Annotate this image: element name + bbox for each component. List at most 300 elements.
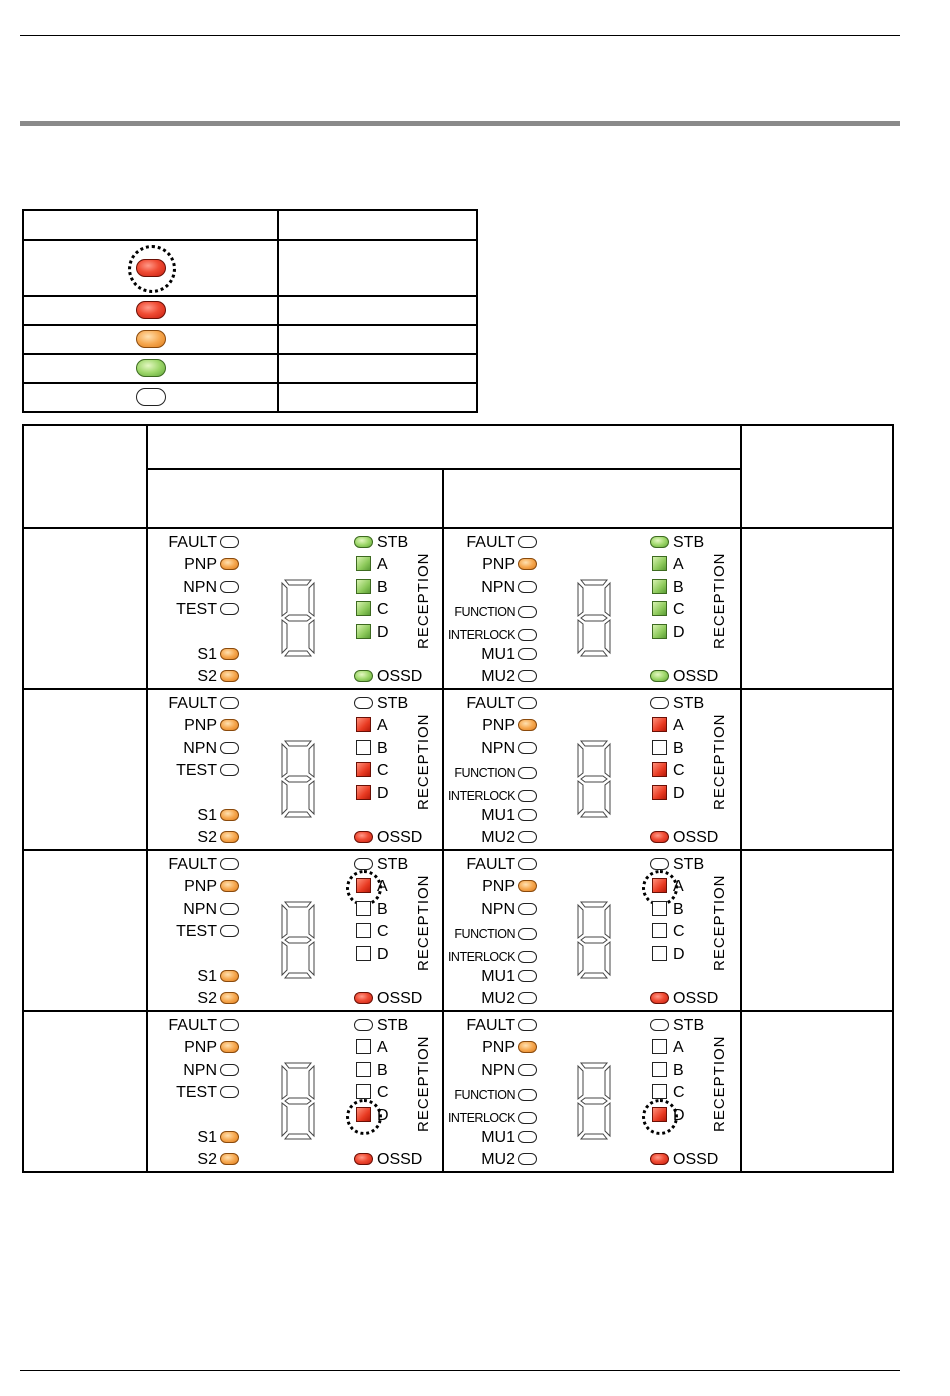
- receiver-panel-left: [148, 1012, 442, 1171]
- reception-d-label: D: [377, 624, 389, 641]
- reception-a: [356, 557, 388, 573]
- receiver-panel-left: [148, 851, 442, 1010]
- s2-led-icon: [220, 1153, 239, 1165]
- footer-rule: [20, 1370, 900, 1371]
- ossd-led-icon: [650, 1153, 669, 1165]
- seven-segment-display-icon: [279, 578, 317, 658]
- reception-b-square-icon: [356, 579, 371, 594]
- fault-led-icon: [220, 1019, 239, 1031]
- indicator-npn: [481, 1063, 537, 1079]
- ossd-label: OSSD: [377, 1151, 423, 1168]
- stb-label: STB: [377, 695, 409, 712]
- reception-label: RECEPTION: [415, 552, 432, 649]
- reception-c-square-icon: [356, 762, 371, 777]
- legend-row-blinking-red: [23, 240, 477, 296]
- indicator-s2: [197, 1152, 239, 1168]
- stb-led-icon: [650, 1019, 669, 1031]
- function-led-icon: [518, 767, 537, 779]
- ossd-label: OSSD: [673, 990, 719, 1007]
- fault-led-icon: [220, 858, 239, 870]
- indicator-mu1-label: MU1: [481, 1129, 515, 1146]
- reception-c: [356, 924, 389, 940]
- indicator-function-label: FUNCTION: [454, 766, 515, 780]
- reception-a-label: A: [673, 878, 684, 895]
- indicator-interlock: [448, 1110, 537, 1126]
- indicator-stb: [650, 696, 704, 712]
- interlock-led-icon: [518, 790, 537, 802]
- s1-led-icon: [220, 648, 239, 660]
- indicator-pnp-label: PNP: [482, 717, 515, 734]
- stb-led-icon: [354, 858, 373, 870]
- reception-d-label: D: [673, 785, 685, 802]
- indicator-test: [176, 763, 239, 779]
- indicator-ossd: [354, 1152, 422, 1168]
- npn-led-icon: [220, 581, 239, 593]
- status-table: [22, 424, 894, 1173]
- status-row: [23, 1011, 893, 1172]
- s2-led-icon: [220, 670, 239, 682]
- ossd-led-icon: [650, 992, 669, 1004]
- indicator-mu2: [481, 669, 537, 685]
- reception-a: [356, 1040, 388, 1056]
- indicator-function: [454, 765, 537, 781]
- reception-c-label: C: [673, 1084, 685, 1101]
- reception-c: [652, 763, 685, 779]
- indicator-mu1-label: MU1: [481, 646, 515, 663]
- receiver-panel-right: [444, 851, 740, 1010]
- reception-d-square-icon: [356, 785, 371, 800]
- reception-c-square-icon: [652, 601, 667, 616]
- ossd-label: OSSD: [673, 1151, 719, 1168]
- reception-a: [356, 718, 388, 734]
- reception-c-square-icon: [356, 1084, 371, 1099]
- fault-led-icon: [518, 858, 537, 870]
- legend-row-off: [23, 383, 477, 412]
- indicator-pnp-label: PNP: [482, 556, 515, 573]
- reception-label: RECEPTION: [711, 874, 728, 971]
- indicator-fault: [168, 535, 239, 551]
- reception-d: [652, 947, 685, 963]
- indicator-pnp: [184, 1040, 239, 1056]
- indicator-function-label: FUNCTION: [454, 1088, 515, 1102]
- reception-c-label: C: [377, 1084, 389, 1101]
- reception-label: RECEPTION: [415, 713, 432, 810]
- indicator-npn: [481, 741, 537, 757]
- indicator-s1: [197, 1130, 239, 1146]
- reception-d-square-icon: [652, 624, 667, 639]
- indicator-test-label: TEST: [176, 923, 217, 940]
- reception-b-label: B: [673, 901, 684, 918]
- reception-c: [356, 602, 389, 618]
- indicator-s2: [197, 830, 239, 846]
- indicator-ossd: [650, 1152, 718, 1168]
- indicator-ossd: [354, 830, 422, 846]
- receiver-panel-right: [444, 529, 740, 688]
- indicator-npn-label: NPN: [481, 740, 515, 757]
- reception-label: RECEPTION: [711, 552, 728, 649]
- reception-b-label: B: [377, 901, 388, 918]
- reception-b-square-icon: [652, 579, 667, 594]
- reception-c-label: C: [377, 762, 389, 779]
- indicator-s1-label: S1: [197, 646, 217, 663]
- reception-d-label: D: [673, 946, 685, 963]
- reception-a-label: A: [673, 717, 684, 734]
- indicator-s1-label: S1: [197, 807, 217, 824]
- reception-a-square-icon: [652, 717, 667, 732]
- ossd-led-icon: [354, 831, 373, 843]
- stb-label: STB: [673, 534, 705, 551]
- stb-led-icon: [354, 536, 373, 548]
- legend-row-orange: [23, 325, 477, 354]
- indicator-pnp-label: PNP: [482, 1039, 515, 1056]
- red-led-icon: [136, 301, 166, 319]
- indicator-npn-label: NPN: [481, 579, 515, 596]
- npn-led-icon: [518, 742, 537, 754]
- indicator-test-label: TEST: [176, 1084, 217, 1101]
- indicator-s2-label: S2: [197, 990, 217, 1007]
- indicator-ossd: [354, 669, 422, 685]
- green-led-icon: [136, 359, 166, 377]
- indicator-npn: [183, 1063, 239, 1079]
- reception-b: [356, 741, 388, 757]
- header-row-1: [23, 425, 893, 469]
- s2-led-icon: [220, 831, 239, 843]
- indicator-pnp: [482, 1040, 537, 1056]
- reception-d: [356, 786, 389, 802]
- seven-segment-display-icon: [279, 739, 317, 819]
- ossd-led-icon: [650, 670, 669, 682]
- indicator-pnp-label: PNP: [184, 556, 217, 573]
- fault-led-icon: [220, 536, 239, 548]
- indicator-pnp: [482, 557, 537, 573]
- reception-d-square-icon: [356, 946, 371, 961]
- reception-d: [652, 625, 685, 641]
- reception-d-square-icon: [652, 946, 667, 961]
- mu2-led-icon: [518, 831, 537, 843]
- indicator-npn-label: NPN: [481, 1062, 515, 1079]
- fault-led-icon: [220, 697, 239, 709]
- header-rule: [20, 35, 900, 36]
- function-led-icon: [518, 606, 537, 618]
- reception-b: [652, 902, 684, 918]
- interlock-led-icon: [518, 629, 537, 641]
- reception-label: RECEPTION: [711, 1035, 728, 1132]
- indicator-npn: [481, 580, 537, 596]
- indicator-mu2: [481, 830, 537, 846]
- reception-c-label: C: [673, 762, 685, 779]
- indicator-function: [454, 926, 537, 942]
- npn-led-icon: [518, 581, 537, 593]
- indicator-fault-label: FAULT: [466, 856, 515, 873]
- stb-label: STB: [377, 534, 409, 551]
- reception-a-label: A: [377, 878, 388, 895]
- reception-a-square-icon: [356, 717, 371, 732]
- indicator-stb: [354, 535, 408, 551]
- seven-segment-display-icon: [279, 900, 317, 980]
- seven-segment-display-icon: [279, 1061, 317, 1141]
- indicator-mu2-label: MU2: [481, 829, 515, 846]
- stb-led-icon: [354, 697, 373, 709]
- pnp-led-icon: [518, 719, 537, 731]
- reception-d-label: D: [377, 785, 389, 802]
- ossd-label: OSSD: [377, 990, 423, 1007]
- reception-b-square-icon: [652, 901, 667, 916]
- receiver-panel-left: [148, 690, 442, 849]
- indicator-npn-label: NPN: [183, 740, 217, 757]
- pnp-led-icon: [220, 719, 239, 731]
- reception-b: [652, 1063, 684, 1079]
- indicator-mu1-label: MU1: [481, 968, 515, 985]
- indicator-fault-label: FAULT: [168, 695, 217, 712]
- ossd-label: OSSD: [673, 829, 719, 846]
- indicator-pnp: [184, 557, 239, 573]
- indicator-s2-label: S2: [197, 668, 217, 685]
- reception-c-label: C: [377, 601, 389, 618]
- reception-label: RECEPTION: [711, 713, 728, 810]
- indicator-ossd: [650, 669, 718, 685]
- indicator-pnp: [184, 879, 239, 895]
- reception-b-square-icon: [356, 901, 371, 916]
- npn-led-icon: [220, 742, 239, 754]
- indicator-fault: [466, 535, 537, 551]
- mu1-led-icon: [518, 1131, 537, 1143]
- indicator-mu1: [481, 969, 537, 985]
- indicator-fault: [466, 696, 537, 712]
- indicator-stb: [650, 1018, 704, 1034]
- indicator-interlock-label: INTERLOCK: [447, 1111, 515, 1125]
- indicator-fault-label: FAULT: [168, 856, 217, 873]
- indicator-mu1: [481, 1130, 537, 1146]
- indicator-s2-label: S2: [197, 829, 217, 846]
- status-row: [23, 689, 893, 850]
- indicator-function: [454, 604, 537, 620]
- indicator-npn: [183, 741, 239, 757]
- indicator-s1-label: S1: [197, 968, 217, 985]
- indicator-s1: [197, 808, 239, 824]
- reception-d: [356, 947, 389, 963]
- reception-b-label: B: [673, 740, 684, 757]
- mu2-led-icon: [518, 670, 537, 682]
- stb-label: STB: [673, 695, 705, 712]
- indicator-pnp: [482, 718, 537, 734]
- reception-b: [356, 902, 388, 918]
- ossd-label: OSSD: [673, 668, 719, 685]
- reception-b: [652, 741, 684, 757]
- reception-a: [652, 718, 684, 734]
- reception-c-label: C: [673, 923, 685, 940]
- indicator-fault-label: FAULT: [466, 534, 515, 551]
- reception-c-square-icon: [356, 923, 371, 938]
- s1-led-icon: [220, 970, 239, 982]
- indicator-npn: [183, 580, 239, 596]
- reception-b-square-icon: [652, 1062, 667, 1077]
- stb-label: STB: [673, 1017, 705, 1034]
- interlock-led-icon: [518, 1112, 537, 1124]
- indicator-s1-label: S1: [197, 1129, 217, 1146]
- npn-led-icon: [518, 1064, 537, 1076]
- indicator-npn: [481, 902, 537, 918]
- ossd-led-icon: [354, 1153, 373, 1165]
- reception-a-label: A: [377, 556, 388, 573]
- indicator-mu2-label: MU2: [481, 990, 515, 1007]
- indicator-mu1-label: MU1: [481, 807, 515, 824]
- indicator-mu2-label: MU2: [481, 668, 515, 685]
- indicator-npn-label: NPN: [183, 901, 217, 918]
- reception-c-square-icon: [356, 601, 371, 616]
- indicator-ossd: [354, 991, 422, 1007]
- test-led-icon: [220, 603, 239, 615]
- orange-led-icon: [136, 330, 166, 348]
- reception-c-label: C: [377, 923, 389, 940]
- fault-led-icon: [518, 697, 537, 709]
- ossd-led-icon: [650, 831, 669, 843]
- indicator-interlock: [448, 788, 537, 804]
- reception-c: [652, 924, 685, 940]
- reception-d-label: D: [377, 946, 389, 963]
- reception-d-label: D: [377, 1107, 389, 1124]
- fault-led-icon: [518, 536, 537, 548]
- ossd-label: OSSD: [377, 829, 423, 846]
- indicator-mu1: [481, 647, 537, 663]
- reception-b-square-icon: [356, 1062, 371, 1077]
- indicator-mu2: [481, 1152, 537, 1168]
- seven-segment-display-icon: [575, 578, 613, 658]
- reception-a-square-icon: [652, 556, 667, 571]
- stb-led-icon: [354, 1019, 373, 1031]
- indicator-test: [176, 1085, 239, 1101]
- indicator-s2-label: S2: [197, 1151, 217, 1168]
- indicator-s1: [197, 969, 239, 985]
- indicator-stb: [354, 696, 408, 712]
- indicator-test-label: TEST: [176, 601, 217, 618]
- mu2-led-icon: [518, 1153, 537, 1165]
- npn-led-icon: [220, 1064, 239, 1076]
- reception-b-square-icon: [652, 740, 667, 755]
- indicator-test-label: TEST: [176, 762, 217, 779]
- reception-d-label: D: [673, 1107, 685, 1124]
- reception-c-square-icon: [652, 762, 667, 777]
- reception-a-label: A: [673, 1039, 684, 1056]
- reception-label: RECEPTION: [415, 1035, 432, 1132]
- fault-led-icon: [518, 1019, 537, 1031]
- mu1-led-icon: [518, 809, 537, 821]
- npn-led-icon: [518, 903, 537, 915]
- indicator-test: [176, 924, 239, 940]
- indicator-pnp: [184, 718, 239, 734]
- indicator-ossd: [650, 991, 718, 1007]
- indicator-s1: [197, 647, 239, 663]
- indicator-pnp-label: PNP: [482, 878, 515, 895]
- reception-d: [652, 786, 685, 802]
- indicator-fault-label: FAULT: [466, 1017, 515, 1034]
- test-led-icon: [220, 1086, 239, 1098]
- indicator-pnp-label: PNP: [184, 1039, 217, 1056]
- indicator-npn-label: NPN: [183, 1062, 217, 1079]
- indicator-test: [176, 602, 239, 618]
- reception-b-label: B: [377, 1062, 388, 1079]
- ossd-led-icon: [354, 992, 373, 1004]
- indicator-mu1: [481, 808, 537, 824]
- indicator-interlock-label: INTERLOCK: [447, 628, 515, 642]
- indicator-mu2: [481, 991, 537, 1007]
- indicator-interlock: [448, 627, 537, 643]
- indicator-interlock-label: INTERLOCK: [447, 950, 515, 964]
- test-led-icon: [220, 925, 239, 937]
- reception-b-label: B: [673, 1062, 684, 1079]
- indicator-s2: [197, 991, 239, 1007]
- indicator-function-label: FUNCTION: [454, 605, 515, 619]
- indicator-fault: [168, 696, 239, 712]
- indicator-npn-label: NPN: [183, 579, 217, 596]
- mu1-led-icon: [518, 970, 537, 982]
- stb-label: STB: [377, 1017, 409, 1034]
- reception-a-label: A: [377, 717, 388, 734]
- reception-c-square-icon: [652, 923, 667, 938]
- status-row: [23, 850, 893, 1011]
- blinking-indicator-icon: [642, 1099, 678, 1135]
- indicator-fault-label: FAULT: [168, 534, 217, 551]
- reception-label: RECEPTION: [415, 874, 432, 971]
- test-led-icon: [220, 764, 239, 776]
- reception-d-label: D: [673, 624, 685, 641]
- s1-led-icon: [220, 1131, 239, 1143]
- indicator-interlock-label: INTERLOCK: [447, 789, 515, 803]
- pnp-led-icon: [220, 558, 239, 570]
- stb-label: STB: [673, 856, 705, 873]
- reception-c-square-icon: [652, 1084, 667, 1099]
- reception-c-label: C: [673, 601, 685, 618]
- ossd-label: OSSD: [377, 668, 423, 685]
- indicator-npn: [183, 902, 239, 918]
- reception-b: [652, 580, 684, 596]
- reception-b-square-icon: [356, 740, 371, 755]
- reception-b: [356, 1063, 388, 1079]
- indicator-mu2-label: MU2: [481, 1151, 515, 1168]
- reception-a: [652, 557, 684, 573]
- indicator-fault-label: FAULT: [466, 695, 515, 712]
- reception-a-label: A: [673, 556, 684, 573]
- legend-row-red: [23, 296, 477, 325]
- pnp-led-icon: [518, 1041, 537, 1053]
- reception-a-square-icon: [356, 1039, 371, 1054]
- function-led-icon: [518, 928, 537, 940]
- reception-c: [652, 602, 685, 618]
- pnp-led-icon: [220, 1041, 239, 1053]
- reception-d-square-icon: [356, 624, 371, 639]
- stb-label: STB: [377, 856, 409, 873]
- indicator-fault: [466, 1018, 537, 1034]
- legend-header-row: [23, 210, 477, 240]
- indicator-s2: [197, 669, 239, 685]
- stb-led-icon: [650, 858, 669, 870]
- reception-a-square-icon: [652, 1039, 667, 1054]
- seven-segment-display-icon: [575, 900, 613, 980]
- pnp-led-icon: [518, 558, 537, 570]
- indicator-fault: [168, 857, 239, 873]
- indicator-stb: [650, 535, 704, 551]
- reception-d-square-icon: [652, 785, 667, 800]
- reception-b: [356, 580, 388, 596]
- seven-segment-display-icon: [575, 1061, 613, 1141]
- receiver-panel-right: [444, 690, 740, 849]
- indicator-interlock: [448, 949, 537, 965]
- indicator-stb: [354, 1018, 408, 1034]
- reception-a-square-icon: [356, 556, 371, 571]
- reception-a: [652, 1040, 684, 1056]
- indicator-pnp: [482, 879, 537, 895]
- ossd-led-icon: [354, 670, 373, 682]
- receiver-panel-right: [444, 1012, 740, 1171]
